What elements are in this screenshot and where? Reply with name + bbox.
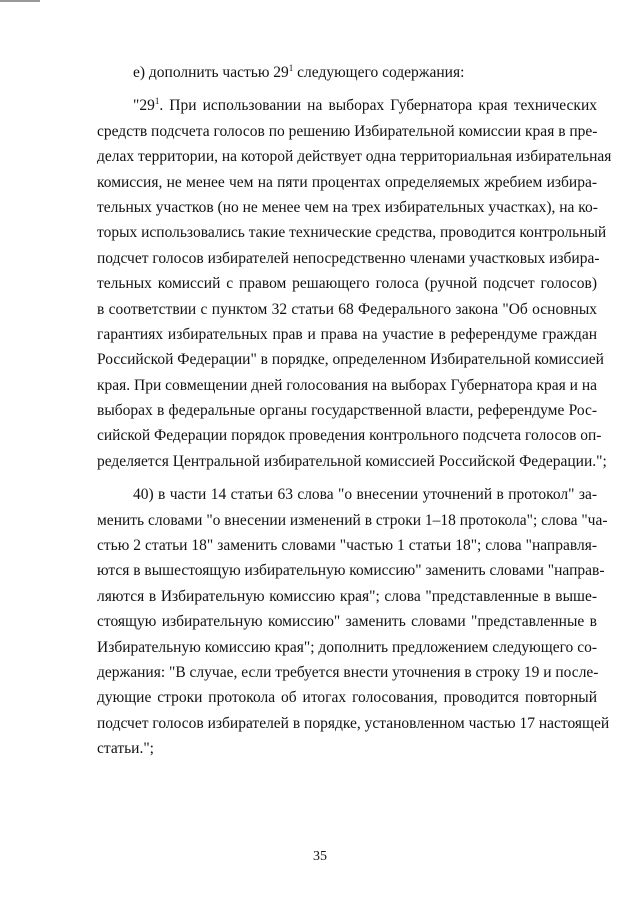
paragraph-line: сийской Федерации порядок проведения контрольного подсчета голосов оп- xyxy=(97,427,602,445)
paragraph-line: подсчет голосов избирателей непосредственно членами участковых избира- xyxy=(97,249,600,267)
paragraph-line: менить словами "о внесении изменений в строки 1–18 протокола"; слова "ча- xyxy=(97,511,608,529)
paragraph-article-29-1 xyxy=(97,93,612,474)
paragraph-line: Российской Федерации" в порядке, определенном Избирательной комиссией xyxy=(97,351,604,369)
heading-prefix: е) дополнить частью 29 xyxy=(133,64,289,81)
heading-suffix: следующего содержания: xyxy=(293,64,465,81)
paragraph-item-40 xyxy=(97,482,610,761)
paragraph-line: торых использовались такие технические средства, проводится контрольный xyxy=(97,224,607,242)
paragraph-line: стоящую избирательную комиссию" заменить словами "представленные в xyxy=(97,613,597,631)
paragraph-line: комиссия, не менее чем на пяти процентах определяемых жребием избира- xyxy=(97,173,597,191)
paragraph-line: выборах в федеральные органы государственной власти, референдуме Рос- xyxy=(97,402,597,420)
paragraph-1-suffix: . При использовании на выборах Губернатора края технических xyxy=(159,97,597,115)
paragraph-1-prefix: "29 xyxy=(133,97,155,115)
paragraph-line xyxy=(97,93,597,118)
paragraph-line-last: статьи."; xyxy=(97,740,154,758)
paragraph-line: тельных участков (но не менее чем на трех избирательных участках), на ко- xyxy=(97,198,598,216)
page-number: 35 xyxy=(313,849,327,864)
paragraph-line: ляются в Избирательную комиссию края"; слова "представленные в выше- xyxy=(97,587,597,605)
paragraph-line: средств подсчета голосов по решению Избирательной комиссии края в пре- xyxy=(97,122,598,140)
paragraph-line: края. При совмещении дней голосования на выборах Губернатора края и на xyxy=(97,376,597,394)
paragraph-line: в соответствии с пунктом 32 статьи 68 Федерального закона "Об основных xyxy=(97,300,597,318)
heading-superscript: 1 xyxy=(288,62,294,73)
paragraph-line: ются в вышестоящую избирательную комиссию" заменить словами "направ- xyxy=(97,562,605,580)
paragraph-line: стью 2 статьи 18" заменить словами "частью 1 статьи 18"; слова "направля- xyxy=(97,537,597,555)
paragraph-line: дующие строки протокола об итогах голосования, проводится повторный xyxy=(97,689,597,707)
heading-line xyxy=(97,60,597,85)
paragraph-line: тельных комиссий с правом решающего голоса (ручной подсчет голосов) xyxy=(97,275,597,293)
scan-corner-mark xyxy=(0,0,40,2)
paragraph-line: Избирательную комиссию края"; дополнить предложением следующего со- xyxy=(97,638,597,656)
paragraph-line: подсчет голосов избирателей в порядке, установленном частью 17 настоящей xyxy=(97,714,610,732)
paragraph-line: держания: "В случае, если требуется внести уточнения в строку 19 и после- xyxy=(97,663,599,681)
paragraph-1-superscript: 1 xyxy=(154,96,160,107)
paragraph-line: гарантиях избирательных прав и права на участие в референдуме граждан xyxy=(97,325,597,343)
paragraph-line: 40) в части 14 статьи 63 слова "о внесении уточнений в протокол" за- xyxy=(133,486,597,504)
document-page xyxy=(97,60,612,762)
paragraph-line-last: ределяется Центральной избирательной комиссией Российской Федерации."; xyxy=(97,452,607,470)
paragraph-line: делах территории, на которой действует одна территориальная избирательная xyxy=(97,148,612,166)
